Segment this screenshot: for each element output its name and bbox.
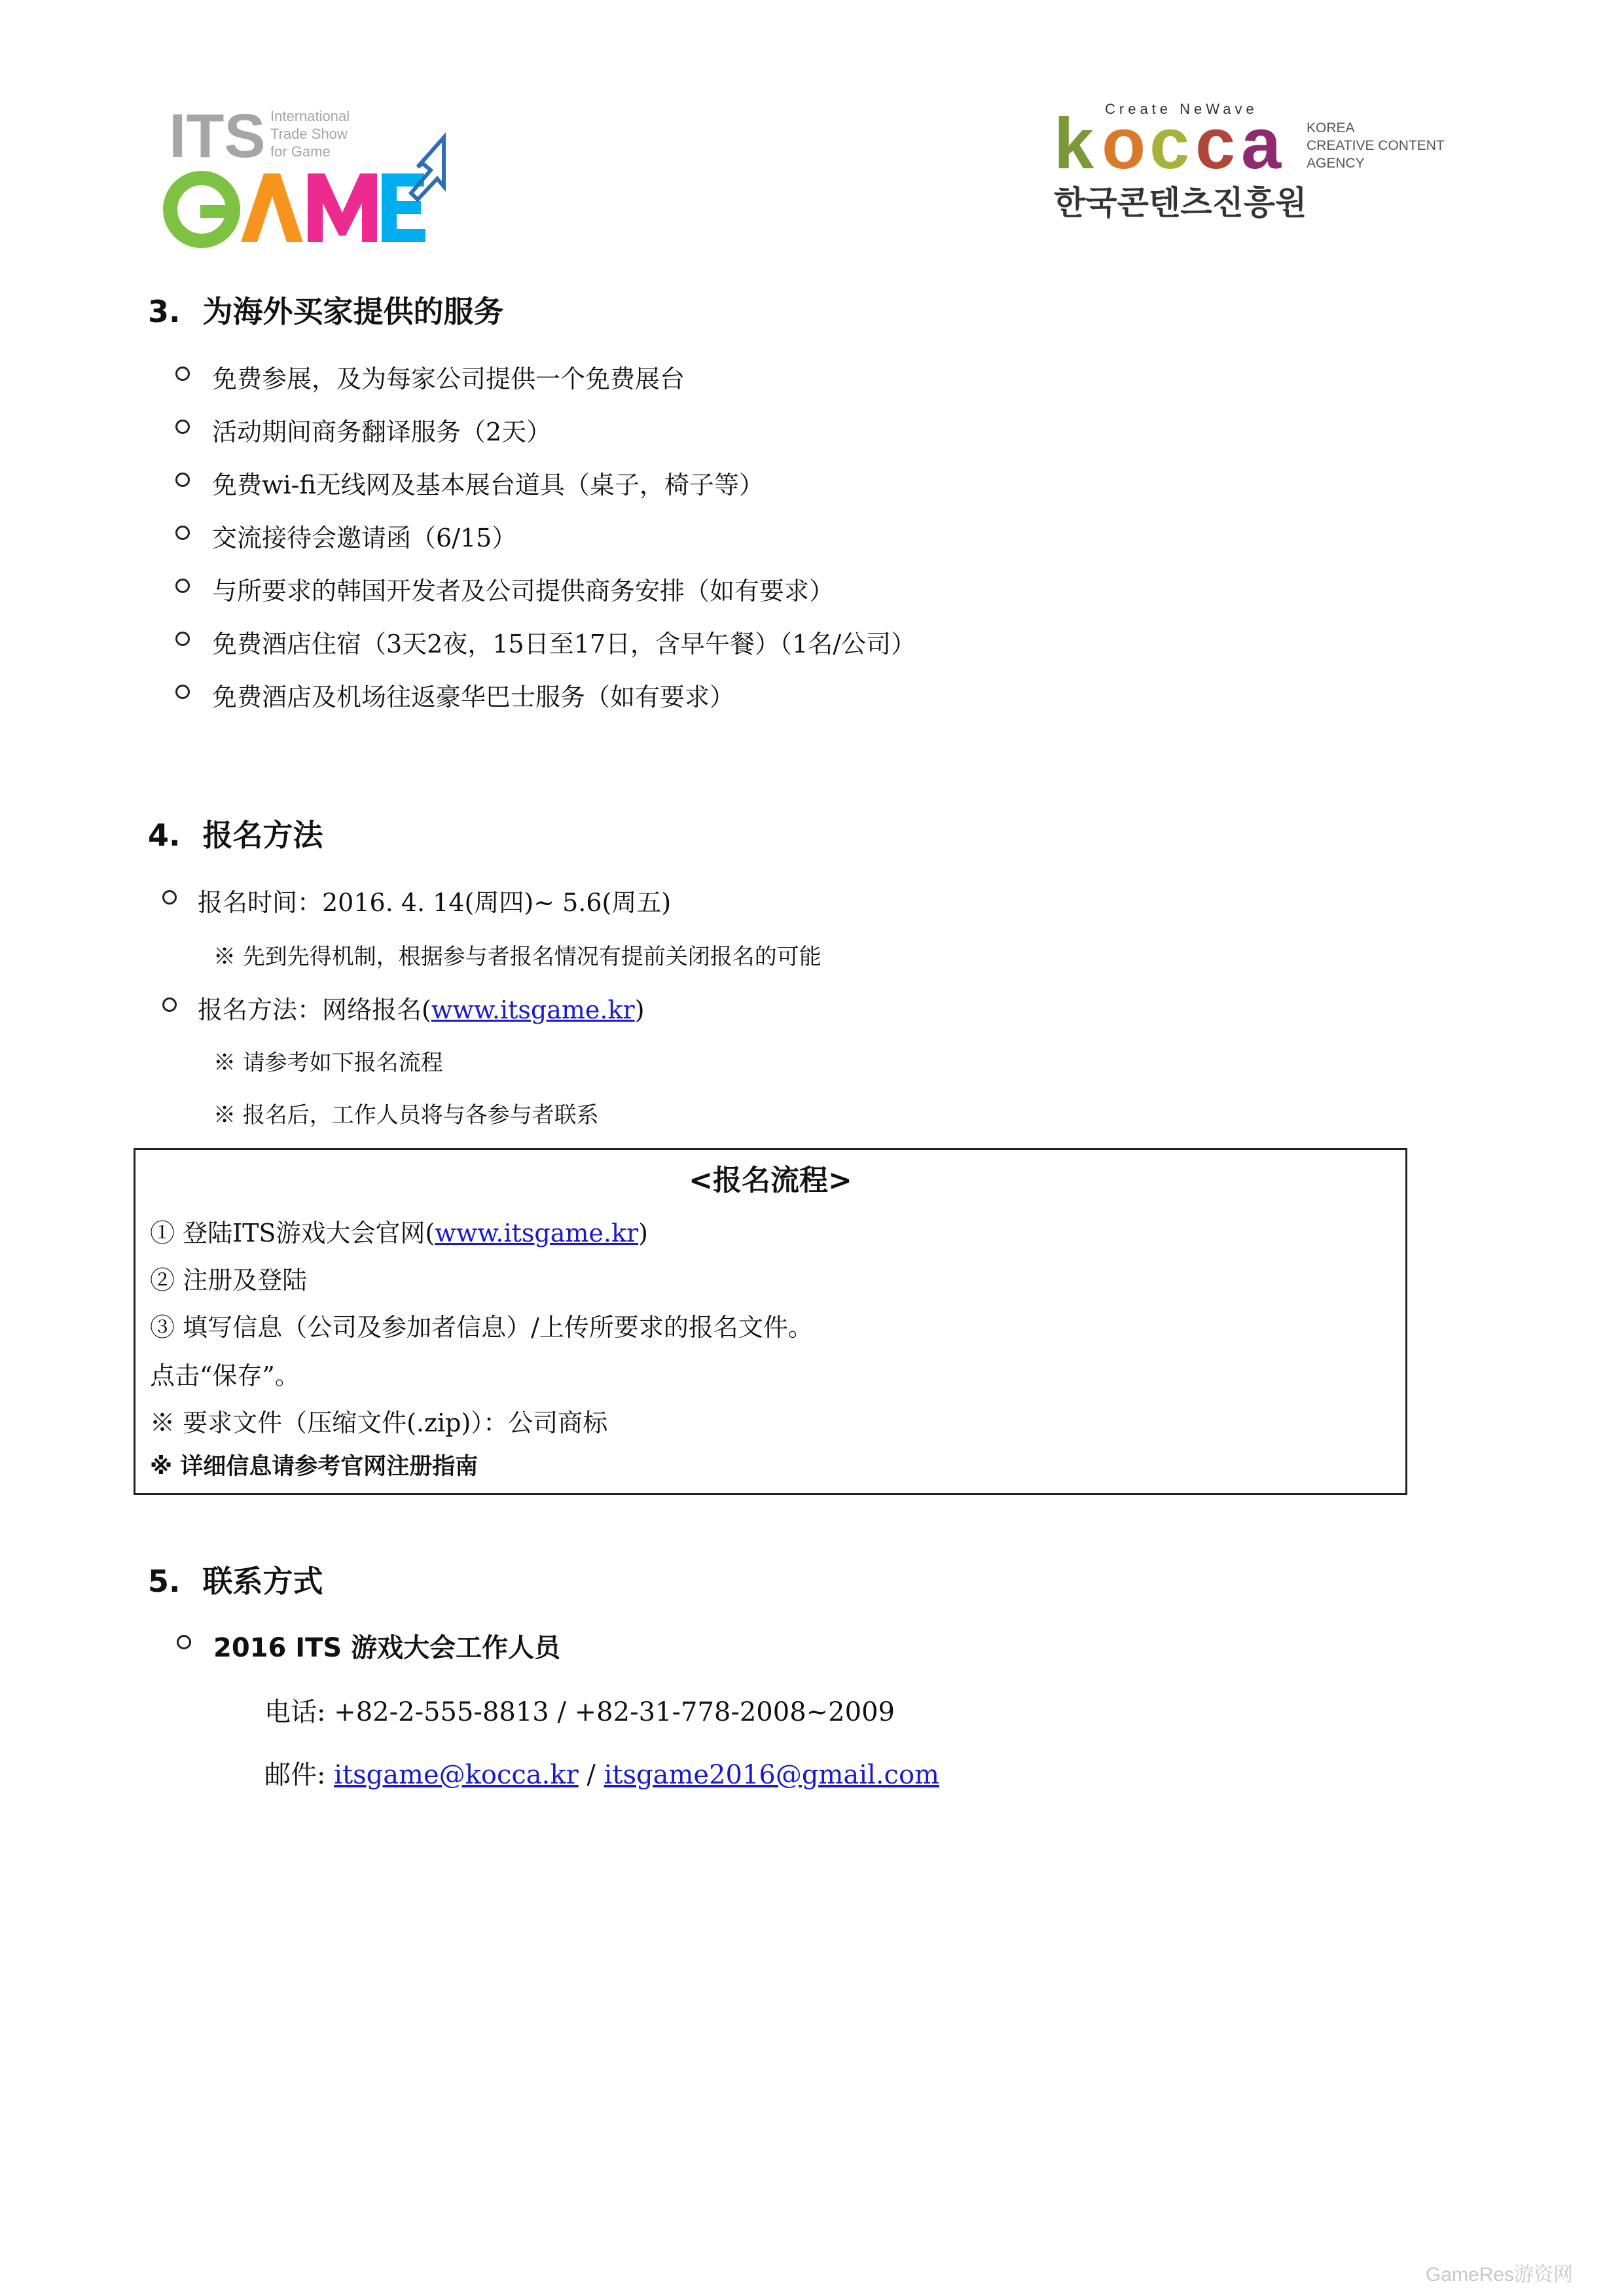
email-link-gmail[interactable]: itsgame2016@gmail.com bbox=[604, 1760, 939, 1790]
kocca-korean: 한국콘텐츠진흥원 bbox=[1054, 184, 1307, 222]
its-logo-small-2: Trade Show bbox=[270, 126, 348, 142]
process-title: <报名流程> bbox=[689, 1164, 852, 1197]
section3-number: 3. bbox=[148, 294, 181, 329]
kocca-o: o bbox=[1102, 103, 1146, 184]
registration-time bbox=[161, 882, 1208, 922]
logo-g-bar bbox=[200, 205, 236, 218]
process-required-files: ※ 要求文件（压缩文件(.zip)）：公司商标 bbox=[150, 1408, 608, 1437]
circle-bullet-icon bbox=[175, 526, 190, 540]
process-step-3-continued: 点击“保存”。 bbox=[150, 1361, 300, 1390]
list-item-text: 免费酒店及机场往返豪华巴士服务（如有要求） bbox=[212, 683, 735, 711]
circle-bullet-icon bbox=[175, 473, 190, 487]
logo-arrow-shape bbox=[411, 137, 444, 200]
kocca-side-2: CREATIVE CONTENT bbox=[1307, 138, 1445, 153]
process-step-1-prefix: ① 登陆ITS游戏大会官网( bbox=[150, 1219, 435, 1247]
registration-time-text: 报名时间：2016. 4. 14(周四)~ 5.6(周五) bbox=[198, 888, 672, 917]
kocca-k: k bbox=[1054, 103, 1094, 184]
kocca-side-1: KOREA bbox=[1307, 120, 1355, 135]
circle-bullet-icon bbox=[175, 420, 190, 434]
circle-bullet-icon bbox=[175, 579, 190, 593]
process-step-3: ③ 填写信息（公司及参加者信息）/上传所要求的报名文件。 bbox=[150, 1313, 813, 1342]
registration-process-box bbox=[134, 1148, 1407, 1495]
contact-staff-text: 2016 ITS 游戏大会工作人员 bbox=[213, 1633, 561, 1663]
circle-bullet-icon bbox=[162, 997, 177, 1012]
kocca-logo bbox=[1053, 99, 1445, 224]
list-item-text: 免费wi-fi无线网及基本展台道具（桌子，椅子等） bbox=[212, 471, 764, 499]
process-step-2: ② 注册及登陆 bbox=[150, 1266, 308, 1295]
section3-heading bbox=[148, 288, 504, 331]
section3-title: 为海外买家提供的服务 bbox=[202, 294, 504, 329]
circle-bullet-icon bbox=[175, 367, 190, 381]
its-game-logo bbox=[156, 101, 450, 252]
kocca-a: a bbox=[1241, 103, 1282, 184]
watermark: GameRes游资网 bbox=[1426, 2264, 1574, 2286]
method-note: ※ 报名后，工作人员将与各参与者联系 bbox=[213, 1102, 599, 1128]
circle-bullet-icon bbox=[175, 685, 190, 699]
circle-bullet-icon bbox=[162, 890, 177, 905]
kocca-side-3: AGENCY bbox=[1307, 156, 1365, 171]
kocca-logo-graphic bbox=[1053, 99, 1445, 224]
section5-heading bbox=[148, 1558, 323, 1601]
process-detail-note: ※ 详细信息请参考官网注册指南 bbox=[150, 1454, 478, 1480]
registration-method bbox=[161, 990, 1208, 1029]
kocca-c2: c bbox=[1195, 103, 1236, 184]
registration-method-text bbox=[198, 990, 645, 1026]
list-item-text: 与所要求的韩国开发者及公司提供商务安排（如有要求） bbox=[212, 577, 835, 605]
its-logo-its: ITS bbox=[169, 101, 266, 171]
kocca-c1: c bbox=[1149, 103, 1190, 184]
its-logo-small-1: International bbox=[270, 108, 350, 124]
list-item-text: 交流接待会邀请函（6/15） bbox=[212, 524, 517, 552]
contact-staff bbox=[175, 1627, 1223, 1666]
logo-a-shape bbox=[241, 173, 303, 242]
section4-title: 报名方法 bbox=[202, 817, 323, 853]
section5-number: 5. bbox=[148, 1564, 181, 1599]
email-link-kocca[interactable]: itsgame@kocca.kr bbox=[334, 1760, 579, 1790]
contact-email-label: 邮件: bbox=[264, 1760, 334, 1790]
list-item-text: 免费参展，及为每家公司提供一个免费展台 bbox=[212, 365, 685, 393]
contact-email bbox=[264, 1754, 939, 1791]
section4-heading bbox=[148, 812, 323, 855]
list-item-text: 活动期间商务翻译服务（2天） bbox=[212, 418, 552, 446]
process-step-1-suffix: ) bbox=[638, 1219, 648, 1247]
method-note: ※ 请参考如下报名流程 bbox=[213, 1050, 443, 1076]
kocca-tagline: Create NeWave bbox=[1105, 101, 1258, 117]
process-step-1 bbox=[150, 1213, 648, 1249]
itsgame-link[interactable]: www.itsgame.kr bbox=[431, 996, 635, 1024]
registration-method-prefix: 报名方法：网络报名( bbox=[198, 996, 431, 1024]
section5-title: 联系方式 bbox=[202, 1564, 323, 1599]
circle-bullet-icon bbox=[175, 632, 190, 646]
its-logo-small-3: for Game bbox=[270, 143, 331, 160]
section4-number: 4. bbox=[148, 817, 181, 853]
registration-time-note: ※ 先到先得机制，根据参与者报名情况有提前关闭报名的可能 bbox=[213, 944, 821, 970]
contact-email-separator: / bbox=[578, 1760, 604, 1790]
circle-bullet-icon bbox=[177, 1635, 191, 1649]
itsgame-link[interactable]: www.itsgame.kr bbox=[435, 1219, 639, 1247]
registration-method-suffix: ) bbox=[634, 996, 645, 1024]
list-item-text: 免费酒店住宿（3天2夜，15日至17日，含早午餐）（1名/公司） bbox=[212, 630, 916, 658]
its-game-logo-graphic bbox=[156, 101, 450, 252]
logo-m-shape bbox=[308, 173, 377, 242]
contact-phone: 电话: +82-2-555-8813 / +82-31-778-2008~2009 bbox=[264, 1697, 895, 1727]
